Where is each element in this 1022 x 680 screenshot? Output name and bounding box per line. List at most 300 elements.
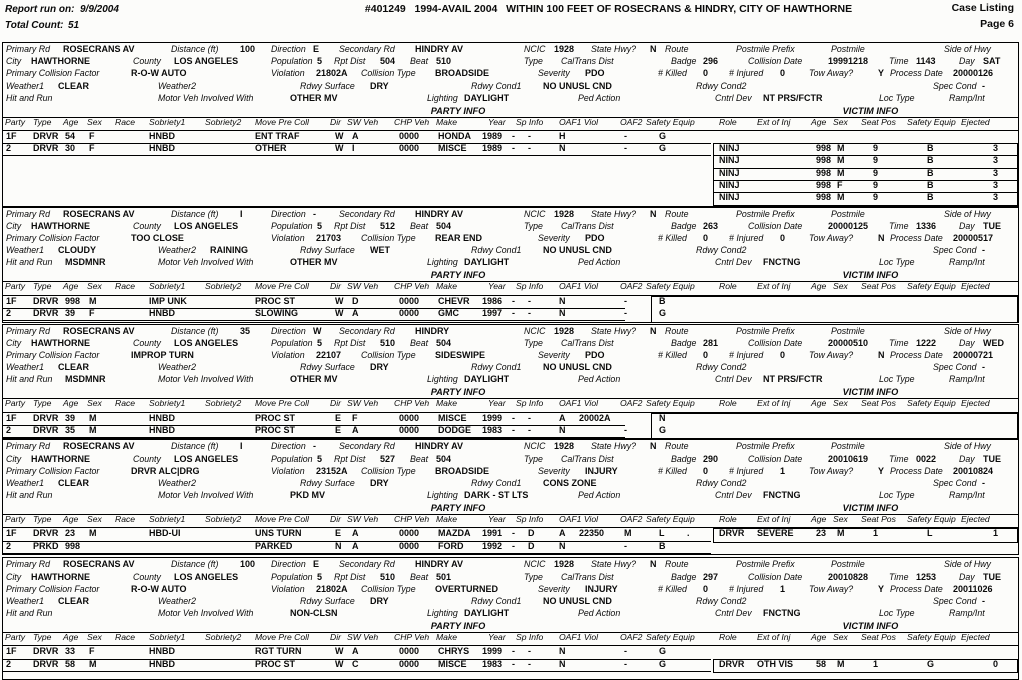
- field-value-distance: 100: [240, 44, 256, 54]
- victim-cell: M: [837, 192, 845, 202]
- field-value-collision_date: 20000125: [828, 220, 869, 231]
- victim-cell: 998: [816, 143, 832, 154]
- victim-cell: 9: [873, 155, 879, 166]
- field-label-spec_cond: Spec Cond: [933, 245, 977, 256]
- victim-row-rule: [713, 155, 1018, 156]
- party-cell: G: [659, 143, 667, 154]
- field-value-rdwy_cond1: NO UNUSL CND: [543, 245, 612, 256]
- collision-record: [2, 207, 1019, 323]
- field-label-killed: # Killed: [658, 68, 687, 79]
- field-value-cntrl_dev: FNCTNG: [763, 490, 801, 501]
- field-value-severity: INJURY: [585, 465, 618, 476]
- field-label-spec_cond: Spec Cond: [933, 80, 977, 91]
- field-label-rpt_dist: Rpt Dist: [334, 571, 366, 582]
- party-col-header: Type: [33, 116, 52, 127]
- victim-col-header: Seat Pos: [861, 116, 896, 127]
- party-cell: -: [624, 307, 627, 318]
- party-info-title: PARTY INFO: [430, 620, 486, 631]
- field-label-lighting: Lighting: [427, 257, 458, 268]
- party-cell: M: [89, 528, 97, 539]
- party-cell: 1983: [482, 658, 503, 669]
- victim-col-header: Ext of Inj: [757, 398, 791, 409]
- victim-cell: 0: [993, 658, 999, 669]
- field-label-type: Type: [524, 453, 543, 464]
- field-label-day: Day: [959, 337, 975, 348]
- field-label-rdwy_cond1: Rdwy Cond1: [471, 80, 522, 91]
- field-label-collision_type: Collision Type: [361, 68, 416, 79]
- party-cell: PARKED: [255, 540, 293, 551]
- field-label-primary_rd: Primary Rd: [6, 441, 50, 452]
- field-label-route: Route: [665, 208, 689, 219]
- party-cell: MISCE: [438, 658, 467, 669]
- field-value-injured: 0: [780, 68, 786, 79]
- field-label-distance: Distance (ft): [171, 441, 219, 452]
- field-label-process_date: Process Date: [890, 465, 943, 476]
- party-cell: .: [687, 528, 690, 539]
- field-value-direction: W: [313, 325, 322, 336]
- field-value-collision_type: BROADSIDE: [435, 68, 490, 79]
- victim-col-header: Safety Equip: [907, 513, 956, 524]
- field-label-side_of_hwy: Side of Hwy: [944, 559, 991, 570]
- party-col-header: Party: [5, 513, 26, 524]
- field-label-weather1: Weather1: [6, 362, 44, 373]
- party-col-header: Sex: [87, 281, 102, 292]
- field-value-weather1: CLEAR: [58, 595, 89, 606]
- party-col-header: Party: [5, 398, 26, 409]
- victim-info-title: VICTIM INFO: [842, 105, 899, 116]
- field-label-injured: # Injured: [729, 349, 764, 360]
- victim-col-header: Seat Pos: [861, 398, 896, 409]
- field-label-weather2: Weather2: [158, 595, 196, 606]
- field-label-ramp_int: Ramp/Int: [949, 490, 985, 501]
- field-value-rdwy_surface: DRY: [370, 362, 389, 373]
- field-label-collision_date: Collision Date: [748, 220, 803, 231]
- field-label-beat: Beat: [410, 337, 429, 348]
- field-label-day: Day: [959, 56, 975, 67]
- field-label-process_date: Process Date: [890, 583, 943, 594]
- field-label-route: Route: [665, 44, 689, 54]
- victim-info-title: VICTIM INFO: [842, 270, 899, 281]
- field-value-secondary_rd: HINDRY AV: [415, 441, 464, 452]
- party-col-header: Race: [115, 398, 136, 409]
- field-value-severity: PDO: [585, 68, 605, 79]
- party-cell: PROC ST: [255, 424, 296, 435]
- victim-col-header: Seat Pos: [861, 281, 896, 292]
- party-cell: HONDA: [438, 131, 471, 141]
- victim-cell: M: [837, 143, 845, 154]
- field-label-rdwy_cond2: Rdwy Cond2: [696, 478, 747, 489]
- victim-col-header: Role: [719, 116, 737, 127]
- field-label-spec_cond: Spec Cond: [933, 478, 977, 489]
- party-cell: W: [335, 307, 344, 318]
- party-info-title: PARTY INFO: [430, 270, 486, 281]
- field-value-tow_away: Y: [878, 465, 885, 476]
- party-col-header: Year: [488, 631, 506, 642]
- victim-row-rule: [713, 180, 1018, 181]
- victim-cell: DRVR: [719, 528, 745, 539]
- victim-cell: 1: [993, 528, 999, 539]
- field-label-mvi: Motor Veh Involved With: [158, 490, 254, 501]
- party-cell: PRKD: [33, 540, 59, 551]
- party-cell: N: [659, 412, 666, 423]
- party-cell: -: [624, 540, 627, 551]
- field-label-distance: Distance (ft): [171, 325, 219, 336]
- field-label-type: Type: [524, 571, 543, 582]
- field-value-secondary_rd: HINDRY AV: [415, 208, 464, 219]
- field-value-lighting: DARK - ST LTS: [464, 490, 529, 501]
- party-cell: 0000: [399, 307, 420, 318]
- victim-col-header: Role: [719, 513, 737, 524]
- field-value-ncic: 1928: [554, 325, 575, 336]
- party-col-header: Year: [488, 116, 506, 127]
- party-cell: -: [624, 295, 627, 306]
- party-cell: N: [559, 658, 566, 669]
- party-cell: 0000: [399, 412, 420, 423]
- party-col-header: Sex: [87, 513, 102, 524]
- field-label-killed: # Killed: [658, 465, 687, 476]
- field-label-mvi: Motor Veh Involved With: [158, 608, 254, 619]
- party-col-header: Dir: [330, 281, 341, 292]
- field-value-day: TUE: [983, 220, 1001, 231]
- field-label-county: County: [133, 220, 161, 231]
- victim-cell: 1: [873, 658, 879, 669]
- field-label-spec_cond: Spec Cond: [933, 362, 977, 373]
- party-cell: 1999: [482, 412, 503, 423]
- field-label-mvi: Motor Veh Involved With: [158, 257, 254, 268]
- party-col-header: Sobriety1: [149, 513, 186, 524]
- field-label-weather1: Weather1: [6, 80, 44, 91]
- field-value-collision_date: 20010828: [828, 571, 869, 582]
- party-cell: -: [624, 424, 627, 435]
- party-cell: N: [559, 646, 566, 657]
- field-value-secondary_rd: HINDRY AV: [415, 44, 464, 54]
- collision-record: [2, 557, 1019, 679]
- party-cell: 1F: [6, 646, 17, 657]
- field-label-state_hwy: State Hwy?: [591, 208, 636, 219]
- party-cell: 22350: [579, 528, 605, 539]
- rule: [3, 155, 711, 156]
- field-value-day: TUE: [983, 453, 1001, 464]
- party-col-header: Sobriety2: [205, 398, 242, 409]
- field-value-spec_cond: -: [982, 80, 985, 91]
- field-value-killed: 0: [703, 349, 709, 360]
- field-label-beat: Beat: [410, 571, 429, 582]
- party-col-header: Age: [63, 116, 79, 127]
- field-label-postmile_prefix: Postmile Prefix: [736, 325, 795, 336]
- field-label-secondary_rd: Secondary Rd: [339, 325, 395, 336]
- field-label-tow_away: Tow Away?: [809, 68, 854, 79]
- party-col-header: Sobriety1: [149, 281, 186, 292]
- doc-type-label: Case Listing: [951, 2, 1014, 14]
- party-cell: A: [352, 540, 359, 551]
- party-cell: F: [89, 131, 95, 141]
- party-cell: -: [512, 646, 515, 657]
- field-value-collision_date: 19991218: [828, 56, 869, 67]
- victim-col-header: Safety Equip: [907, 116, 956, 127]
- party-col-header: OAF2: [620, 513, 643, 524]
- field-label-county: County: [133, 337, 161, 348]
- party-col-header: SW Veh: [347, 513, 379, 524]
- party-col-header: CHP Veh: [394, 116, 430, 127]
- field-value-violation: 23152A: [316, 465, 348, 476]
- field-value-injured: 1: [780, 583, 786, 594]
- field-value-direction: E: [313, 44, 320, 54]
- party-cell: FORD: [438, 540, 464, 551]
- field-label-direction: Direction: [271, 208, 306, 219]
- field-label-rdwy_surface: Rdwy Surface: [300, 80, 355, 91]
- party-cell: CHRYS: [438, 646, 470, 657]
- party-cell: -: [528, 143, 531, 154]
- victim-col-header: Ext of Inj: [757, 513, 791, 524]
- party-cell: 1F: [6, 528, 17, 539]
- party-col-header: Party: [5, 281, 26, 292]
- victim-cell: 1: [873, 528, 879, 539]
- party-cell: N: [335, 540, 342, 551]
- party-cell: 998: [65, 540, 81, 551]
- victim-cell: M: [837, 155, 845, 166]
- party-cell: D: [528, 528, 535, 539]
- field-value-ncic: 1928: [554, 208, 575, 219]
- field-label-hit_and_run: Hit and Run: [6, 608, 53, 619]
- victim-cell: 3: [993, 143, 999, 154]
- party-cell: G: [659, 646, 667, 657]
- field-value-tow_away: N: [878, 233, 885, 244]
- party-col-header: Sobriety2: [205, 631, 242, 642]
- party-cell: 23: [65, 528, 76, 539]
- party-col-header: Dir: [330, 513, 341, 524]
- field-label-loc_type: Loc Type: [879, 608, 915, 619]
- field-value-ncic: 1928: [554, 441, 575, 452]
- field-label-badge: Badge: [671, 56, 697, 67]
- field-label-rpt_dist: Rpt Dist: [334, 453, 366, 464]
- party-col-header: Sp Info: [516, 631, 544, 642]
- field-label-rdwy_cond2: Rdwy Cond2: [696, 595, 747, 606]
- victim-col-header: Ejected: [961, 398, 990, 409]
- field-value-beat: 504: [436, 453, 452, 464]
- field-label-violation: Violation: [271, 465, 305, 476]
- party-col-header: Move Pre Coll: [255, 513, 309, 524]
- field-value-badge: 290: [703, 453, 719, 464]
- party-info-title: PARTY INFO: [430, 105, 486, 116]
- field-label-rdwy_cond1: Rdwy Cond1: [471, 595, 522, 606]
- field-label-violation: Violation: [271, 233, 305, 244]
- field-value-rdwy_surface: DRY: [370, 80, 389, 91]
- party-col-header: Sobriety2: [205, 513, 242, 524]
- field-value-ncic: 1928: [554, 44, 575, 54]
- field-label-injured: # Injured: [729, 465, 764, 476]
- field-label-cntrl_dev: Cntrl Dev: [715, 92, 752, 103]
- party-cell: 54: [65, 131, 76, 141]
- victim-cell: B: [927, 179, 934, 190]
- party-cell: CHEVR: [438, 295, 470, 306]
- party-cell: PROC ST: [255, 412, 296, 423]
- party-cell: 2: [6, 658, 12, 669]
- field-label-caltrans_dist: CalTrans Dist: [561, 56, 614, 67]
- party-col-header: Make: [436, 513, 458, 524]
- page-title: #401249 1994-AVAIL 2004 WITHIN 100 FEET OF ROSECRANS & HINDRY, CITY OF HAWTHORNE: [364, 3, 853, 15]
- party-cell: E: [335, 424, 342, 435]
- page-number: Page 6: [980, 18, 1014, 30]
- party-cell: W: [335, 295, 344, 306]
- party-cell: -: [512, 307, 515, 318]
- field-label-severity: Severity: [538, 233, 570, 244]
- party-col-header: Move Pre Coll: [255, 116, 309, 127]
- field-value-beat: 510: [436, 56, 452, 67]
- party-cell: 2: [6, 540, 12, 551]
- field-value-pcf: IMPROP TURN: [131, 349, 194, 360]
- party-cell: B: [659, 540, 666, 551]
- field-value-collision_type: OVERTURNED: [435, 583, 499, 594]
- field-value-county: LOS ANGELES: [174, 453, 239, 464]
- party-cell: A: [559, 528, 566, 539]
- party-cell: DRVR: [33, 307, 59, 318]
- victim-cell: B: [927, 143, 934, 154]
- field-label-primary_rd: Primary Rd: [6, 208, 50, 219]
- field-value-population: 5: [317, 337, 323, 348]
- party-col-header: Dir: [330, 398, 341, 409]
- victim-box-empty: [651, 296, 1018, 323]
- field-value-collision_type: REAR END: [435, 233, 483, 244]
- party-cell: 1F: [6, 295, 17, 306]
- party-col-header: Race: [115, 513, 136, 524]
- party-col-header: Dir: [330, 116, 341, 127]
- field-value-spec_cond: -: [982, 478, 985, 489]
- party-col-header: OAF2: [620, 281, 643, 292]
- victim-col-header: Ejected: [961, 281, 990, 292]
- party-cell: RGT TURN: [255, 646, 302, 657]
- field-label-time: Time: [889, 337, 909, 348]
- field-label-time: Time: [889, 220, 909, 231]
- party-cell: W: [335, 646, 344, 657]
- party-cell: 1991: [482, 528, 503, 539]
- field-value-time: 0022: [916, 453, 937, 464]
- field-value-city: HAWTHORNE: [31, 56, 90, 67]
- party-cell: M: [89, 424, 97, 435]
- field-label-lighting: Lighting: [427, 608, 458, 619]
- victim-col-header: Sex: [833, 631, 848, 642]
- field-value-mvi: OTHER MV: [290, 92, 338, 103]
- party-cell: DRVR: [33, 646, 59, 657]
- party-cell: 1989: [482, 131, 503, 141]
- field-value-primary_rd: ROSECRANS AV: [63, 325, 135, 336]
- party-cell: E: [335, 412, 342, 423]
- field-label-rdwy_surface: Rdwy Surface: [300, 362, 355, 373]
- victim-col-header: Safety Equip: [907, 631, 956, 642]
- victim-box: [713, 528, 1018, 542]
- party-cell: DRVR: [33, 424, 59, 435]
- field-label-pcf: Primary Collision Factor: [6, 349, 100, 360]
- field-value-secondary_rd: HINDRY AV: [415, 559, 464, 570]
- party-cell: 1989: [482, 143, 503, 154]
- party-cell: N: [559, 307, 566, 318]
- field-value-state_hwy: N: [650, 441, 657, 452]
- field-value-rpt_dist: 510: [380, 337, 396, 348]
- victim-cell: 3: [993, 167, 999, 178]
- field-value-weather1: CLEAR: [58, 80, 89, 91]
- field-label-weather1: Weather1: [6, 245, 44, 256]
- field-value-population: 5: [317, 571, 323, 582]
- party-cell: E: [335, 528, 342, 539]
- victim-cell: 58: [816, 658, 827, 669]
- victim-box: [713, 143, 1018, 206]
- party-col-header: OAF1 Viol: [559, 631, 599, 642]
- victim-info-title: VICTIM INFO: [842, 620, 899, 631]
- field-label-distance: Distance (ft): [171, 44, 219, 54]
- field-value-badge: 281: [703, 337, 719, 348]
- field-value-violation: 21802A: [316, 583, 348, 594]
- victim-cell: G: [927, 658, 935, 669]
- field-label-ped_action: Ped Action: [578, 257, 621, 268]
- field-value-pcf: DRVR ALC|DRG: [131, 465, 200, 476]
- party-col-header: OAF2: [620, 398, 643, 409]
- field-value-lighting: DAYLIGHT: [464, 608, 510, 619]
- party-col-header: Type: [33, 631, 52, 642]
- field-value-collision_type: SIDESWIPE: [435, 349, 486, 360]
- party-col-header: Age: [63, 281, 79, 292]
- party-cell: F: [89, 646, 95, 657]
- field-value-badge: 297: [703, 571, 719, 582]
- report-run-date: 9/9/2004: [80, 4, 119, 15]
- party-col-header: Sobriety2: [205, 116, 242, 127]
- records: [2, 42, 1019, 680]
- field-label-hit_and_run: Hit and Run: [6, 257, 53, 268]
- field-label-badge: Badge: [671, 220, 697, 231]
- field-value-severity: INJURY: [585, 583, 618, 594]
- victim-col-header: Sex: [833, 281, 848, 292]
- field-label-distance: Distance (ft): [171, 559, 219, 570]
- party-cell: 1992: [482, 540, 503, 551]
- party-col-header: OAF1 Viol: [559, 116, 599, 127]
- party-cell: SLOWING: [255, 307, 298, 318]
- field-label-ramp_int: Ramp/Int: [949, 374, 985, 385]
- field-value-rdwy_cond1: NO UNUSL CND: [543, 595, 612, 606]
- field-value-secondary_rd: HINDRY: [415, 325, 450, 336]
- field-label-process_date: Process Date: [890, 233, 943, 244]
- field-label-rpt_dist: Rpt Dist: [334, 56, 366, 67]
- field-label-rdwy_surface: Rdwy Surface: [300, 595, 355, 606]
- collision-record: [2, 42, 1019, 207]
- field-value-weather2: RAINING: [210, 245, 248, 256]
- party-cell: 0000: [399, 295, 420, 306]
- party-cell: N: [559, 295, 566, 306]
- field-value-process_date: 20011026: [953, 583, 993, 594]
- party-cell: N: [559, 540, 566, 551]
- party-cell: HNBD: [149, 658, 175, 669]
- field-value-ncic: 1928: [554, 559, 575, 570]
- party-col-header: OAF1 Viol: [559, 281, 599, 292]
- party-col-header: Party: [5, 631, 26, 642]
- party-cell: F: [89, 307, 95, 318]
- party-cell: MAZDA: [438, 528, 471, 539]
- party-cell: 1986: [482, 295, 503, 306]
- field-label-weather2: Weather2: [158, 362, 196, 373]
- field-value-population: 5: [317, 56, 323, 67]
- field-label-lighting: Lighting: [427, 374, 458, 385]
- party-cell: A: [352, 307, 359, 318]
- field-value-direction: -: [313, 208, 316, 219]
- field-value-population: 5: [317, 220, 323, 231]
- party-cell: M: [89, 412, 97, 423]
- party-cell: W: [335, 131, 344, 141]
- field-value-beat: 504: [436, 337, 452, 348]
- party-col-header: OAF2: [620, 631, 643, 642]
- party-cell: 30: [65, 143, 76, 154]
- party-col-header: OAF2: [620, 116, 643, 127]
- field-value-rdwy_surface: DRY: [370, 478, 389, 489]
- party-cell: M: [89, 295, 97, 306]
- field-value-rdwy_surface: DRY: [370, 595, 389, 606]
- field-label-cntrl_dev: Cntrl Dev: [715, 374, 752, 385]
